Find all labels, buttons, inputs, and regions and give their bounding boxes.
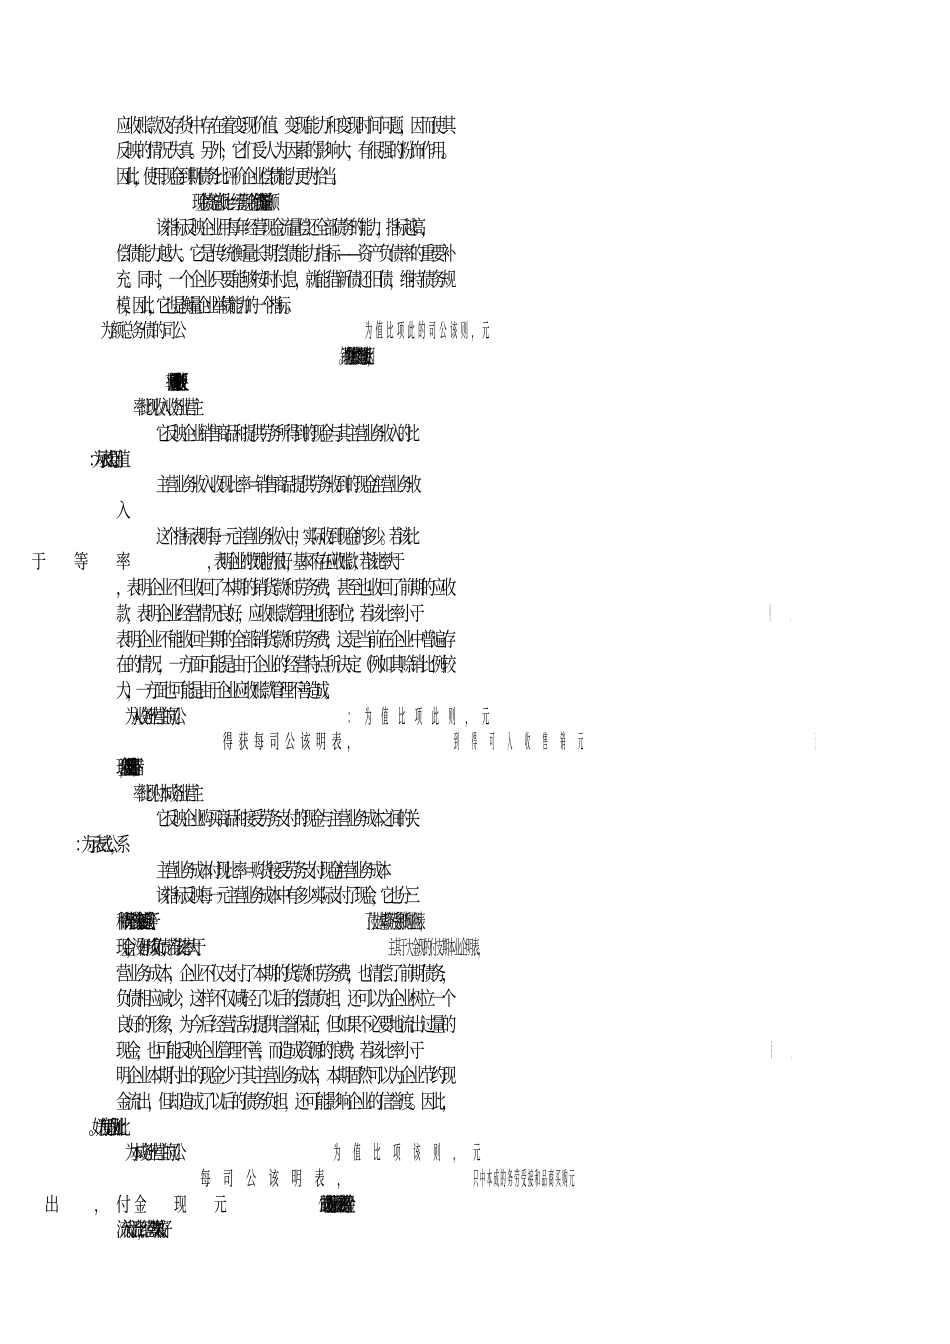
text-line: 种情况：若该比率接近或等于 <box>116 910 149 933</box>
text-line <box>791 1039 835 1063</box>
text-line: 反映的情况失真。另外，它们受人为因素的影响大，有很强的粉饰作用。 <box>116 139 453 162</box>
text-line: 大），一方面也可能是由于企业应收账款管理不善造成。 <box>116 679 334 702</box>
text-line <box>790 602 835 626</box>
formula-line: 现金债务总额比＝经营现金净流量 / 债务总额 <box>192 191 272 214</box>
text-line: 充。同时，一个企业只要能够按时付息，就能借新债还旧债，维持债务规 <box>116 268 453 291</box>
text-line <box>116 448 835 472</box>
text-line: 表明企业不能收回当期的全部销货款和劳务费，这是当前在企业中普遍存 <box>116 628 453 651</box>
text-line: 公司的以上两项指标进一步反映了该公司的经营现金 <box>318 1193 347 1216</box>
text-line: 该指标反映每一元主营业务成本中有多少实际支付了现金，它也分三 <box>156 884 415 907</box>
formula-line: 主营业务成本付现比率＝购货接受劳务支付现金 / 主营业务成本 <box>156 859 387 882</box>
text-line: 该指标反映企业用每年经营现金流量偿还全部债务的能力，指标越高， <box>156 216 430 239</box>
text-line <box>482 319 835 343</box>
text-line <box>116 1116 835 1140</box>
text-line: 它反映企业销售商品和提供劳务所得到的现金与其主营业务收入的比 <box>156 422 415 445</box>
text-line: 流入大于流出，经营效果较好。 <box>116 1218 165 1241</box>
formula-line: 主营业务收入收现比率＝销售商品提供劳务收到的现金 / 主营业务收 <box>156 473 417 496</box>
text-line: 因此，使用现金到期债务比评价企业偿债能力更为恰当。 <box>116 165 341 188</box>
text-line: 负债相应减少，这样不仅减轻了以后的偿债负担，还可以为企业树立一个 <box>116 987 453 1010</box>
text-line: 这个指标表明每一元主营业务收入中，实际收到现金的多少。若该比 <box>156 525 415 548</box>
text-line <box>367 345 835 369</box>
text-line: 它反映企业购买商品和接受劳务支付的现金与主营业务成本之间的关 <box>156 807 415 830</box>
subsection-heading <box>191 782 835 806</box>
text-line <box>815 730 835 754</box>
text-line: 现金，没有形成负债；若该比率大于 <box>116 936 197 959</box>
text-line <box>569 1167 835 1191</box>
text-line: 现金，收益质量相当不错； <box>116 756 133 779</box>
text-line: 营业务成本，企业不仅支付了本期的货款和劳务费，也清偿了前期债务， <box>116 962 453 985</box>
text-line: 金流出，但却造成了以后的债务负担，还可能影响企业的信誉度。因此， <box>116 1090 453 1113</box>
section-heading <box>176 371 835 395</box>
text-line: 明企业本期付出的现金少于其主营业务成本，本期固然可以为企业节约现 <box>116 1064 453 1087</box>
text-line: 现金，也可能反映企业管理不善，而造成资源的浪费；若该比率小于 <box>116 1039 421 1062</box>
text-line <box>578 730 835 754</box>
text-line: 良好的形象，为今后经营活动提供信誉保证，但如果不必要地流出过量的 <box>116 1013 453 1036</box>
text-line <box>473 1141 835 1165</box>
text-line <box>478 936 835 960</box>
text-line <box>116 833 835 857</box>
text-line <box>482 705 835 729</box>
text-line: 模，因此，它也是衡量企业举债能力的一个指标。 <box>116 294 293 317</box>
text-line <box>420 910 835 934</box>
text-line: 在的情况，一方面可能是由于企业的经营特点所决定（例如其赊销比例较 <box>116 653 453 676</box>
text-line: 偿债能力越大。它是传统衡量长期偿债能力指标——资产负债率的重要补 <box>116 242 453 265</box>
text-line: ，表明企业的收现能力很好，基本不存在应收账款；若该比率大于 <box>207 550 399 573</box>
text-line: ，表明企业不但收回了本期的销货款和劳务费，甚至也收回了前期的应收 <box>116 576 453 599</box>
text-line: 应收账款及存货中存在着变现价值、变现能力和变现时间问题，因而使其 <box>116 114 453 137</box>
formula-line <box>116 499 835 523</box>
subsection-heading <box>191 396 835 420</box>
text-line: 款，表明企业经营情况良好，应收账款管理也很到位；若该比率小于 <box>116 602 421 625</box>
